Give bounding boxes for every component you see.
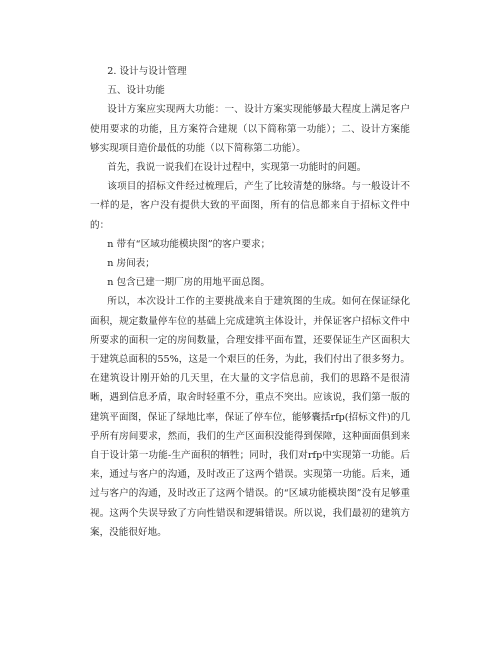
bullet-item: n 带有“区域功能模块图”的客户要求； bbox=[107, 238, 271, 250]
paragraph-functions: 设计方案应实现两大功能：一、设计方案实现能够最大程度上满足客户使用要求的功能，且方案符合建规（以下简称第一功能）；二、设计方案能够实现项目造价最低的功能（以下简称第二功能）。 bbox=[90, 104, 410, 154]
bullet-item: n 包含已建一期厂房的用地平面总图。 bbox=[107, 277, 270, 289]
bullet-item: n 房间表； bbox=[107, 258, 155, 270]
section-heading: 2. 设计与设计管理 bbox=[107, 66, 187, 77]
section-subheading: 五、设计功能 bbox=[107, 85, 165, 97]
paragraph-design-challenge: 所以，本次设计工作的主要挑战来自于建筑图的生成。如何在保证绿化面积，规定数量停车位的基础上完成建筑主体设计，并保证客户招标文件中所要求的面积一定的房间数量，合理安排平面布置，还要保证生产区面积大于建筑总面积的55%，这是一个艰巨的任务，为此，我们付出了很多努力。在建筑设计刚开始的几天里，在大量的文字信息前，我们的思路不是很清晰，遇到信息矛盾，取舍时轻重不分，重点不突出。应该说，我们第一版的建筑平面图，保证了绿地比率，保证了停车位，能够囊括rfp(招标文件)的几乎所有房间要求，然而，我们的生产区面积没能得到保障，这种面面俱到来自于设计第一功能-生产面积的牺牲；同时，我们对rfp中实现第一功能。后来，通过与客户的沟通，及时改正了这两个错误。实现第一功能。后来，通过与客户的沟通，及时改正了这两个错误。的“区域功能模块图”没有足够重视。这两个失误导致了方向性错误和逻辑错误。所以说，我们最初的建筑方案，没能很好地。 bbox=[90, 296, 410, 538]
paragraph-tender-documents: 该项目的招标文件经过梳理后，产生了比较清楚的脉络。与一般设计不一样的是，客户没有提供大致的平面图，所有的信息都来自于招标文件中的： bbox=[90, 181, 410, 231]
document-body bbox=[90, 62, 410, 542]
paragraph-first-function: 首先，我说一说我们在设计过程中，实现第一功能时的问题。 bbox=[107, 162, 367, 174]
